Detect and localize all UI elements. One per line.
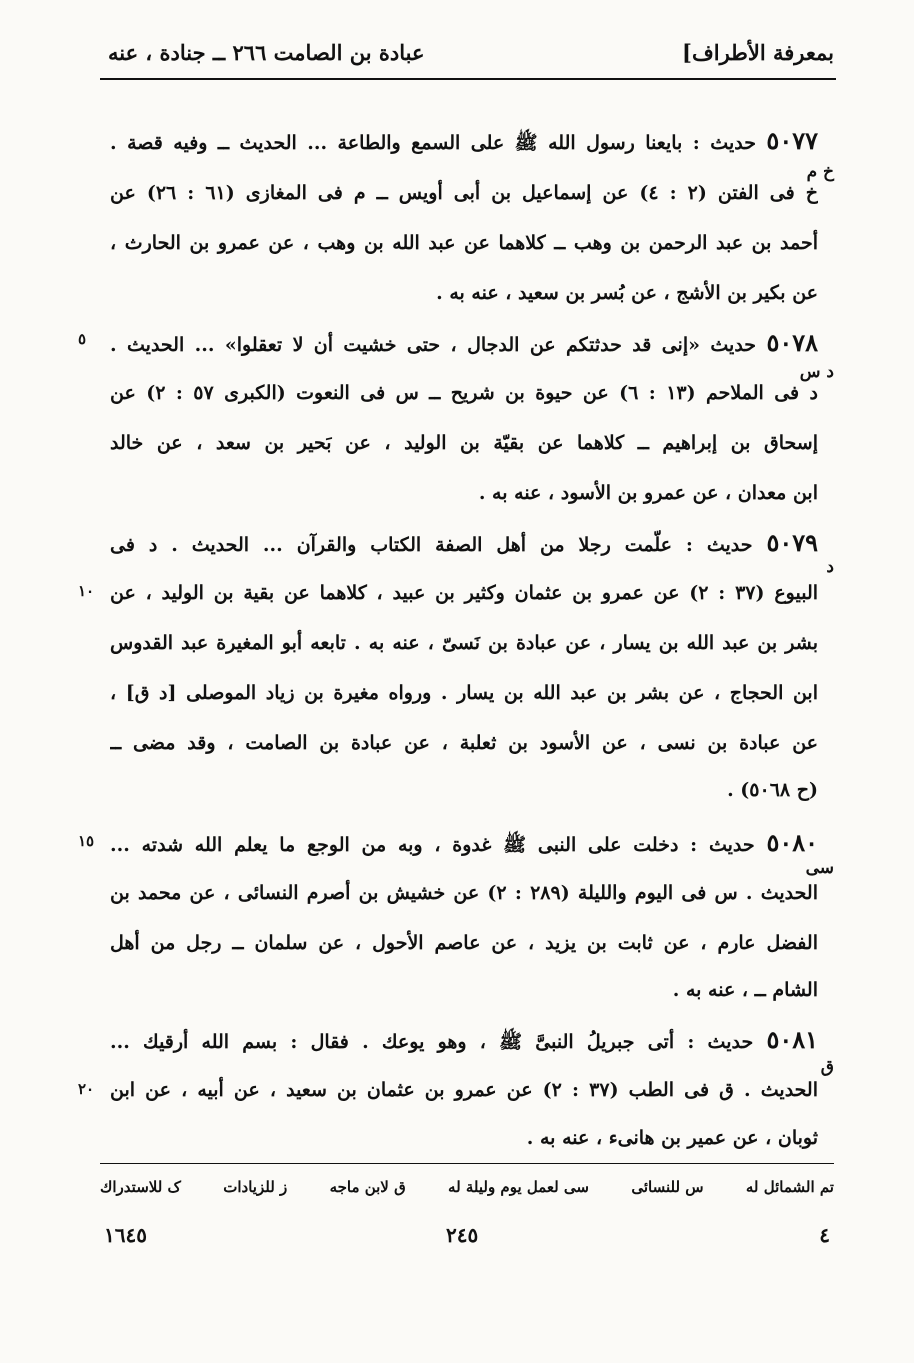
entry-line: (ح ٥٠٦٨) . xyxy=(727,779,818,801)
hadith-text: حديث : دخلت على النبى ﷺ غدوة ، وبه من الوجع ما يعلم الله شدته ... xyxy=(110,834,755,856)
legend-item: سى لعمل يوم وليلة له xyxy=(448,1178,590,1196)
header-rule xyxy=(100,78,836,80)
entry-line: أحمد بن عبد الرحمن بن وهب ــ كلاهما عن عبد الله بن وهب ، عن عمرو بن الحارث ، xyxy=(110,232,818,254)
entry-number: ٥٠٨١ xyxy=(766,1025,818,1054)
footer-serial: ١٦٤٥ xyxy=(104,1223,147,1247)
entry-line: خ فى الفتن (٢ : ٤) عن إسماعيل بن أبى أويس ــ م فى المغازى (٦١ : ٢٦) عن xyxy=(110,182,818,204)
entry-number: ٥٠٨٠ xyxy=(766,828,818,857)
entry-number: ٥٠٧٧ xyxy=(766,126,818,155)
running-header-left: عبادة بن الصامت ٢٦٦ ــ جنادة ، عنه xyxy=(108,40,425,65)
legend-item: ک للاستدراك xyxy=(100,1178,181,1196)
entry-line: عن عبادة بن نسى ، عن الأسود بن ثعلبة ، عن عبادة بن الصامت ، وقد مضى ــ xyxy=(110,732,818,754)
entry-line: الحديث . ق فى الطب (٣٧ : ٢) عن عمرو بن عثمان بن سعيد ، عن أبيه ، عن ابن xyxy=(110,1079,818,1101)
legend-item: س للنسائى xyxy=(631,1178,704,1196)
entry-symbols: د س xyxy=(799,362,834,382)
entry-symbols: ق xyxy=(820,1057,834,1077)
line-number: ١٠ xyxy=(78,582,95,600)
entry-line: الشام ــ ، عنه به . xyxy=(672,979,818,1001)
entry-number: ٥٠٧٨ xyxy=(766,328,818,357)
footnote-rule xyxy=(100,1163,834,1164)
entry-symbols: خ م xyxy=(806,162,834,182)
entry-line: البيوع (٣٧ : ٢) عن عمرو بن عثمان وكثير بن عبيد ، كلاهما عن بقية بن الوليد ، عن xyxy=(110,582,818,604)
symbol-legend xyxy=(100,1178,834,1196)
legend-item: ز للزيادات xyxy=(223,1178,288,1196)
entry-first-line xyxy=(110,126,818,158)
entry-first-line xyxy=(110,328,818,360)
entry-line: ابن الحجاج ، عن بشر بن عبد الله بن يسار . ورواه مغيرة بن زياد الموصلى [د ق] ، xyxy=(110,682,818,704)
entry-line: عن بكير بن الأشج ، عن بُسر بن سعيد ، عنه به . xyxy=(436,282,818,304)
entry-first-line xyxy=(110,828,818,860)
hadith-text: حديث «إنى قد حدثتكم عن الدجال ، حتى خشيت أن لا تعقلوا» ... الحديث . xyxy=(110,334,757,356)
entry-line: بشر بن عبد الله بن يسار ، عن عبادة بن نَسىّ ، عنه به . تابعه أبو المغيرة عبد القدوس xyxy=(110,632,818,654)
line-number: ١٥ xyxy=(78,832,95,850)
hadith-text: حديث : بايعنا رسول الله ﷺ على السمع والطاعة ... الحديث ــ وفيه قصة . xyxy=(110,132,756,154)
line-number: ٢٠ xyxy=(78,1080,95,1098)
entry-number: ٥٠٧٩ xyxy=(766,528,818,557)
entry-line: ابن معدان ، عن عمرو بن الأسود ، عنه به . xyxy=(478,482,818,504)
entry-symbols: د xyxy=(826,557,834,577)
entry-line: د فى الملاحم (١٣ : ٦) عن حيوة بن شريح ــ س فى النعوت (الكبرى ٥٧ : ٢) عن xyxy=(110,382,818,404)
entry-line: الحديث . س فى اليوم والليلة (٢٨٩ : ٢) عن خشيش بن أصرم النسائى ، عن محمد بن xyxy=(110,882,818,904)
legend-item: تم الشمائل له xyxy=(745,1178,834,1196)
hadith-text: حديث : علّمت رجلا من أهل الصفة الكتاب والقرآن ... الحديث . د فى xyxy=(110,534,753,556)
entry-symbols: سى xyxy=(805,858,834,878)
entry-first-line xyxy=(110,528,818,560)
entry-first-line xyxy=(110,1025,818,1057)
footer-volume: ٤ xyxy=(819,1223,830,1247)
hadith-text: حديث : أتى جبريلُ النبىَّ ﷺ ، وهو يوعك . فقال : بسم الله أرقيك ... xyxy=(110,1031,754,1053)
legend-item: ق لابن ماجه xyxy=(329,1178,406,1196)
running-header-right: بمعرفة الأطراف] xyxy=(682,40,834,65)
entry-line: الفضل عارم ، عن ثابت بن يزيد ، عن عاصم الأحول ، عن سلمان ــ رجل من أهل xyxy=(110,932,818,954)
entry-line: إسحاق بن إبراهيم ــ كلاهما عن بقيّة بن الوليد ، عن بَحير بن سعد ، عن خالد xyxy=(110,432,818,454)
entry-line: ثوبان ، عن عمير بن هانىء ، عنه به . xyxy=(526,1127,818,1149)
footer-page-number: ٢٤٥ xyxy=(446,1223,479,1247)
line-number: ٥ xyxy=(78,330,87,348)
